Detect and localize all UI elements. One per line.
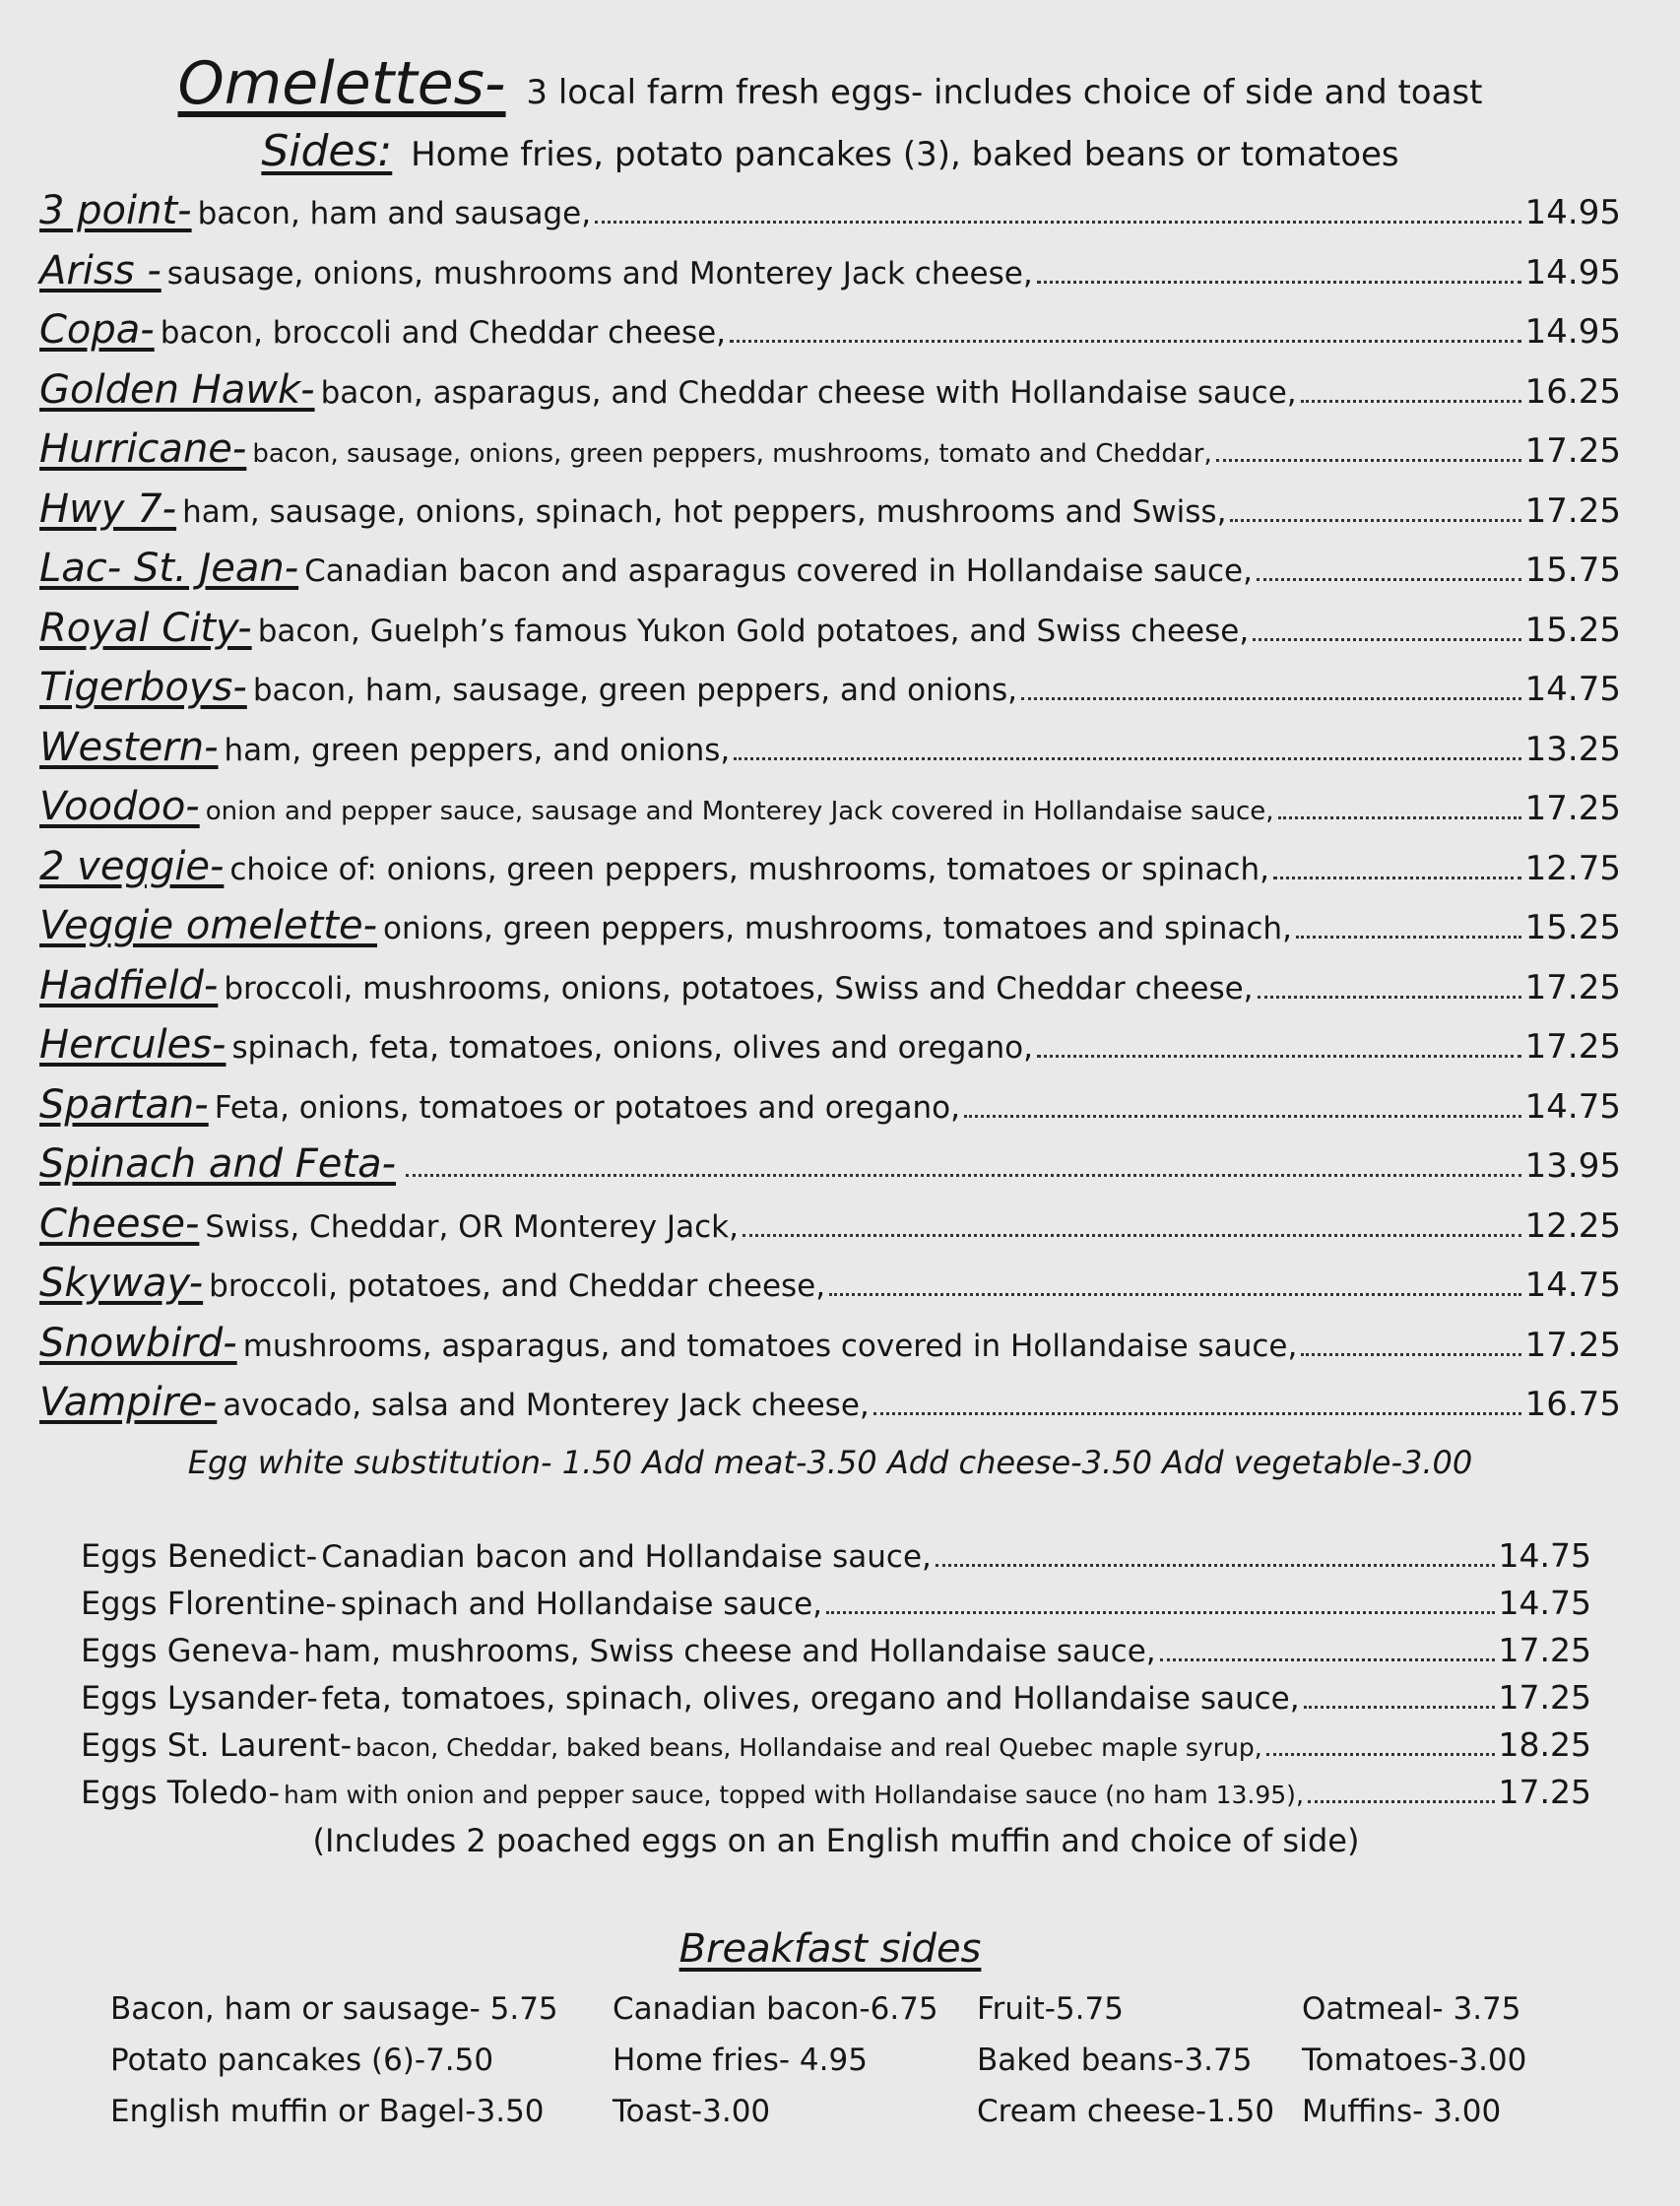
- item-name: Copa-: [39, 307, 155, 353]
- item-name: Snowbird-: [39, 1320, 237, 1366]
- item-description: mushrooms, asparagus, and tomatoes covered in Hollandaise sauce,: [242, 1328, 1298, 1364]
- dot-leader: [1278, 816, 1521, 819]
- item-price: 15.25: [1524, 610, 1621, 650]
- eggs-item: [81, 1536, 1591, 1584]
- item-name: 2 veggie-: [39, 843, 225, 889]
- dot-leader: [1296, 936, 1521, 939]
- item-description: ham with onion and pepper sauce, topped with Hollandaise sauce (no ham 13.95),: [283, 1780, 1304, 1809]
- omelette-item: [39, 963, 1621, 1023]
- item-price: 14.75: [1498, 1583, 1591, 1622]
- eggs-item: [81, 1725, 1591, 1773]
- sides-line: [79, 126, 1582, 176]
- sides-label: Sides:: [261, 126, 393, 176]
- omelettes-title: Omelettes-: [177, 49, 506, 118]
- item-description: ham, green peppers, and onions,: [224, 732, 731, 768]
- item-description: spinach, feta, tomatoes, onions, olives and oregano,: [231, 1030, 1033, 1066]
- item-description: Feta, onions, tomatoes or potatoes and oregano,: [214, 1089, 960, 1126]
- item-description: ham, sausage, onions, spinach, hot peppers, mushrooms and Swiss,: [182, 493, 1227, 530]
- item-price: 17.25: [1498, 1677, 1591, 1717]
- side-item: Toast-3.00: [613, 2093, 771, 2129]
- dot-leader: [1304, 1706, 1495, 1709]
- side-item: Tomatoes-3.00: [1302, 2042, 1527, 2078]
- item-description: Canadian bacon and Hollandaise sauce,: [321, 1538, 932, 1575]
- item-description: feta, tomatoes, spinach, olives, oregano and Hollandaise sauce,: [321, 1680, 1300, 1717]
- side-item: Home fries- 4.95: [613, 2042, 868, 2078]
- item-price: 14.95: [1524, 193, 1621, 232]
- dot-leader: [1257, 578, 1521, 581]
- item-price: 14.95: [1524, 312, 1621, 352]
- item-description: spinach and Hollandaise sauce,: [340, 1586, 823, 1622]
- item-description: bacon, ham, sausage, green peppers, and onions,: [252, 673, 1017, 708]
- item-price: 12.75: [1524, 848, 1621, 888]
- dot-leader: [1037, 281, 1521, 284]
- dot-leader: [1216, 459, 1521, 462]
- item-description: Canadian bacon and asparagus covered in Hollandaise sauce,: [304, 553, 1253, 589]
- dot-leader: [743, 1234, 1521, 1237]
- item-price: 15.75: [1524, 551, 1621, 590]
- omelette-item: [39, 367, 1621, 427]
- dot-leader: [1266, 1753, 1495, 1756]
- dot-leader: [1301, 400, 1521, 403]
- side-item: Cream cheese-1.50: [977, 2093, 1275, 2129]
- omelette-extras: Egg white substitution- 1.50 Add meat-3.50 Add cheese-3.50 Add vegetable-3.00: [187, 1443, 1473, 1481]
- item-name: Spartan-: [39, 1081, 209, 1128]
- item-price: 14.75: [1524, 670, 1621, 709]
- item-price: 17.25: [1524, 1027, 1621, 1067]
- item-name: Spinach and Feta-: [39, 1141, 397, 1187]
- item-name: Lac- St. Jean-: [39, 546, 299, 591]
- omelette-item: [39, 546, 1621, 606]
- omelette-item: [39, 1082, 1621, 1142]
- omelette-item: [39, 188, 1621, 248]
- eggs-note: (Includes 2 poached eggs on an English muffin and choice of side): [312, 1821, 1360, 1859]
- breakfast-sides-title: Breakfast sides: [678, 1925, 982, 1972]
- dot-leader: [964, 1115, 1521, 1118]
- omelette-item: [39, 1201, 1621, 1262]
- side-item: English muffin or Bagel-3.50: [110, 2093, 545, 2129]
- item-name: Eggs Lysander-: [81, 1678, 318, 1717]
- dot-leader: [1258, 996, 1521, 999]
- dot-leader: [1273, 876, 1521, 879]
- item-description: bacon, Cheddar, baked beans, Hollandaise and real Quebec maple syrup,: [355, 1732, 1262, 1762]
- item-name: Eggs Toledo-: [81, 1773, 280, 1811]
- item-name: Vampire-: [39, 1380, 218, 1425]
- dot-leader: [1301, 1353, 1520, 1356]
- omelette-item: [39, 903, 1621, 963]
- sides-text: Home fries, potato pancakes (3), baked beans or tomatoes: [411, 135, 1399, 174]
- side-item: Bacon, ham or sausage- 5.75: [110, 1990, 558, 2027]
- omelette-item: [39, 1022, 1621, 1082]
- item-description: bacon, sausage, onions, green peppers, mushrooms, tomato and Cheddar,: [252, 439, 1212, 469]
- side-item: Potato pancakes (6)-7.50: [110, 2042, 494, 2078]
- item-name: Royal City-: [39, 605, 252, 651]
- eggs-list: [81, 1536, 1591, 1859]
- item-name: Golden Hawk-: [39, 366, 315, 413]
- omelette-list: [39, 188, 1621, 1440]
- item-price: 17.25: [1524, 490, 1621, 531]
- item-name: Hurricane-: [39, 426, 247, 472]
- omelette-item: [39, 248, 1621, 308]
- item-price: 17.25: [1498, 1630, 1591, 1669]
- item-price: 15.25: [1524, 908, 1621, 947]
- omelette-item: [39, 844, 1621, 904]
- item-description: avocado, salsa and Monterey Jack cheese,: [223, 1388, 870, 1423]
- item-description: Swiss, Cheddar, OR Monterey Jack,: [205, 1208, 739, 1245]
- item-price: 12.25: [1524, 1205, 1621, 1246]
- item-description: broccoli, mushrooms, onions, potatoes, Swiss and Cheddar cheese,: [224, 970, 1254, 1006]
- item-name: Skyway-: [39, 1261, 204, 1306]
- item-name: Eggs Florentine-: [81, 1584, 337, 1622]
- item-name: Eggs St. Laurent-: [81, 1725, 353, 1764]
- item-name: Cheese-: [39, 1200, 200, 1247]
- item-description: sausage, onions, mushrooms and Monterey Jack cheese,: [166, 255, 1033, 292]
- item-price: 16.75: [1524, 1385, 1621, 1424]
- dot-leader: [936, 1564, 1495, 1567]
- dot-leader: [1253, 638, 1520, 641]
- omelettes-subtitle: 3 local farm fresh eggs- includes choice of side and toast: [526, 73, 1483, 112]
- item-name: Tigerboys-: [39, 665, 247, 710]
- item-price: 18.25: [1498, 1724, 1591, 1764]
- item-name: Western-: [39, 724, 219, 770]
- omelette-item: [39, 426, 1621, 487]
- eggs-item: [81, 1631, 1591, 1678]
- dot-leader: [406, 1174, 1521, 1177]
- item-price: 17.25: [1524, 1325, 1621, 1365]
- breakfast-sides-grid: [110, 1991, 1621, 2137]
- omelette-item: [39, 784, 1621, 844]
- item-price: 16.25: [1524, 371, 1621, 412]
- omelette-item: [39, 307, 1621, 367]
- dot-leader: [734, 757, 1520, 760]
- eggs-item: [81, 1773, 1591, 1820]
- item-description: onions, green peppers, mushrooms, tomatoes and spinach,: [383, 911, 1292, 946]
- item-description: bacon, ham and sausage,: [197, 196, 592, 231]
- omelette-item: [39, 1321, 1621, 1381]
- omelette-item: [39, 1261, 1621, 1321]
- omelette-item: [39, 487, 1621, 547]
- item-price: 17.25: [1524, 431, 1621, 471]
- item-description: bacon, asparagus, and Cheddar cheese with Hollandaise sauce,: [320, 374, 1297, 411]
- item-name: Ariss -: [39, 247, 162, 293]
- dot-leader: [826, 1611, 1494, 1614]
- item-price: 14.95: [1524, 252, 1621, 292]
- side-item: Fruit-5.75: [977, 1990, 1124, 2027]
- dot-leader: [829, 1293, 1521, 1296]
- omelette-item: [39, 606, 1621, 666]
- omelette-item: [39, 1380, 1621, 1440]
- omelette-item: [39, 665, 1621, 725]
- item-price: 14.75: [1524, 1265, 1621, 1305]
- omelette-item: [39, 1141, 1621, 1201]
- item-price: 17.25: [1524, 789, 1621, 828]
- item-name: Voodoo-: [39, 784, 200, 829]
- item-description: bacon, broccoli and Cheddar cheese,: [160, 315, 727, 351]
- dot-leader: [595, 221, 1521, 224]
- dot-leader: [730, 340, 1521, 343]
- item-name: Eggs Geneva-: [81, 1631, 300, 1669]
- item-name: Veggie omelette-: [39, 903, 378, 948]
- eggs-item: [81, 1678, 1591, 1725]
- item-name: Hercules-: [39, 1022, 226, 1068]
- side-item: Baked beans-3.75: [977, 2042, 1253, 2078]
- item-description: onion and pepper sauce, sausage and Monterey Jack covered in Hollandaise sauce,: [205, 797, 1274, 826]
- item-price: 17.25: [1524, 967, 1621, 1007]
- item-name: 3 point-: [39, 188, 192, 233]
- item-price: 13.25: [1524, 729, 1621, 769]
- item-description: ham, mushrooms, Swiss cheese and Hollandaise sauce,: [303, 1633, 1156, 1669]
- item-price: 17.25: [1498, 1772, 1591, 1811]
- item-name: Hadfield-: [39, 962, 219, 1008]
- item-description: broccoli, potatoes, and Cheddar cheese,: [209, 1268, 826, 1304]
- item-price: 13.95: [1524, 1146, 1621, 1186]
- menu-header: [79, 49, 1582, 176]
- dot-leader: [1037, 1055, 1521, 1058]
- item-description: choice of: onions, green peppers, mushrooms, tomatoes or spinach,: [229, 851, 1269, 887]
- item-price: 14.75: [1524, 1086, 1621, 1127]
- side-item: Muffins- 3.00: [1302, 2093, 1502, 2129]
- dot-leader: [1308, 1800, 1495, 1803]
- dot-leader: [1021, 697, 1521, 700]
- item-price: 14.75: [1498, 1535, 1591, 1575]
- side-item: Canadian bacon-6.75: [613, 1990, 938, 2027]
- item-name: Eggs Benedict-: [81, 1536, 318, 1575]
- dot-leader: [1230, 519, 1520, 522]
- omelette-item: [39, 725, 1621, 785]
- item-name: Hwy 7-: [39, 486, 177, 532]
- item-description: bacon, Guelph’s famous Yukon Gold potatoes, and Swiss cheese,: [257, 613, 1250, 649]
- dot-leader: [1160, 1658, 1495, 1661]
- dot-leader: [873, 1412, 1521, 1415]
- eggs-item: [81, 1584, 1591, 1631]
- side-item: Oatmeal- 3.75: [1302, 1990, 1521, 2027]
- title-line: [79, 49, 1582, 118]
